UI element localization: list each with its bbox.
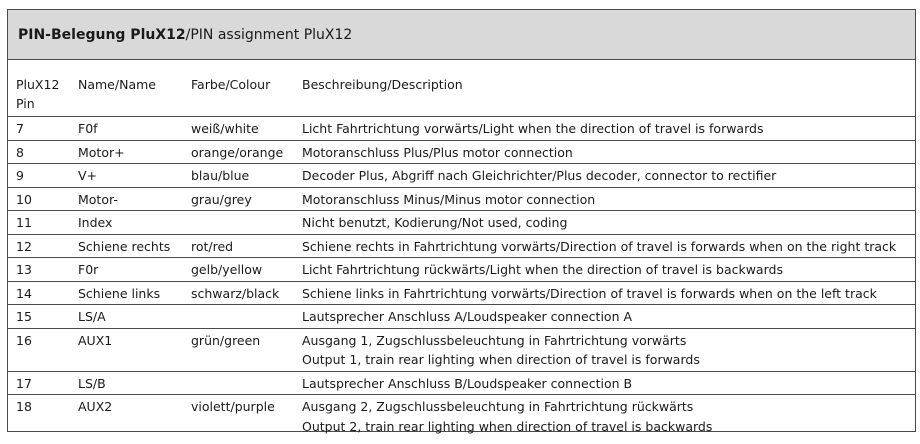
- cell-colour: orange/orange: [191, 144, 284, 160]
- cell-pin: 15: [16, 309, 32, 324]
- table-row: [8, 117, 915, 141]
- cell-colour: grün/green: [191, 332, 261, 348]
- cell-name: Schiene links: [78, 285, 161, 301]
- cell-name: Motor+: [78, 144, 125, 160]
- cell-colour: grau/grey: [191, 191, 252, 207]
- cell-name: Motor-: [78, 191, 118, 207]
- table-row: [8, 281, 915, 305]
- table-row: [8, 140, 915, 164]
- table-title-rest: /PIN assignment PluX12: [185, 26, 353, 43]
- cell-colour: [183, 371, 297, 395]
- column-header-name: Name/Name: [78, 77, 156, 92]
- column-header-colour: Farbe/Colour: [191, 77, 271, 92]
- cell-name: Index: [78, 215, 113, 230]
- cell-description-line: Ausgang 1, Zugschlussbeleuchtung in Fahrtrichtung vorwärts: [302, 332, 687, 348]
- table-row: [8, 305, 915, 329]
- cell-pin: 10: [16, 191, 32, 207]
- cell-name: Schiene rechts: [78, 238, 171, 254]
- cell-name: LS/A: [78, 309, 106, 324]
- cell-pin: 11: [16, 215, 32, 230]
- cell-description: [297, 117, 915, 141]
- cell-description-line: Motoranschluss Plus/Plus motor connection: [302, 144, 573, 160]
- cell-pin: 16: [16, 332, 32, 348]
- cell-name: AUX1: [78, 332, 113, 348]
- cell-pin: 8: [16, 144, 24, 160]
- cell-name: AUX2: [78, 399, 113, 414]
- cell-description-line: Motoranschluss Minus/Minus motor connection: [302, 191, 596, 207]
- cell-description-line: Licht Fahrtrichtung rückwärts/Light when the direction of travel is backwards: [302, 262, 783, 277]
- cell-pin: 7: [16, 121, 24, 136]
- table-row: [8, 211, 915, 235]
- column-header-pin-line2: Pin: [16, 96, 35, 111]
- column-header-pin: [8, 60, 70, 117]
- cell-colour: violett/purple: [191, 399, 275, 414]
- table-title: [8, 10, 915, 60]
- cell-name: F0r: [78, 262, 99, 277]
- cell-colour: [183, 305, 297, 329]
- table-header-row: [8, 60, 915, 117]
- table-row: [8, 395, 915, 438]
- cell-description-line: Nicht benutzt, Kodierung/Not used, coding: [302, 215, 568, 230]
- cell-description: [297, 258, 915, 282]
- cell-description-line: Schiene rechts in Fahrtrichtung vorwärts/Direction of travel is forwards when on the right track: [302, 238, 897, 254]
- cell-name: V+: [78, 168, 98, 183]
- cell-description-line: Output 1, train rear lighting when direction of travel is forwards: [302, 352, 700, 367]
- table-row: [8, 371, 915, 395]
- cell-colour: gelb/yellow: [191, 262, 263, 277]
- cell-description-line: Output 2, train rear lighting when direction of travel is backwards: [302, 418, 713, 434]
- cell-name: F0f: [78, 121, 98, 136]
- cell-description: [297, 211, 915, 235]
- table-title-bold: PIN-Belegung PluX12: [18, 26, 186, 43]
- cell-colour: rot/red: [191, 238, 234, 254]
- table-body: [8, 117, 915, 438]
- cell-description-line: Lautsprecher Anschluss B/Loudspeaker connection B: [302, 375, 633, 391]
- cell-description-line: Licht Fahrtrichtung vorwärts/Light when the direction of travel is forwards: [302, 121, 764, 136]
- cell-name: LS/B: [78, 375, 106, 391]
- cell-pin: 14: [16, 285, 32, 301]
- cell-colour: weiß/white: [191, 121, 259, 136]
- cell-description-line: Decoder Plus, Abgriff nach Gleichrichter/Plus decoder, connector to rectifier: [302, 168, 777, 183]
- column-header-description: Beschreibung/Description: [302, 77, 463, 92]
- cell-colour: blau/blue: [191, 168, 250, 183]
- table-row: [8, 328, 915, 371]
- cell-description: [297, 305, 915, 329]
- cell-description: [297, 234, 915, 258]
- table-row: [8, 187, 915, 211]
- cell-description: [297, 328, 915, 371]
- cell-description: [297, 187, 915, 211]
- table-row: [8, 234, 915, 258]
- cell-description: [297, 395, 915, 438]
- column-header-pin-line1: PluX12: [16, 77, 60, 92]
- cell-description: [297, 140, 915, 164]
- cell-pin: 18: [16, 399, 32, 414]
- pin-assignment-table: [8, 60, 915, 437]
- cell-description-line: Ausgang 2, Zugschlussbeleuchtung in Fahrtrichtung rückwärts: [302, 399, 694, 414]
- pin-assignment-table-frame: [7, 9, 916, 432]
- table-row: [8, 164, 915, 188]
- cell-description: [297, 281, 915, 305]
- cell-colour: [183, 211, 297, 235]
- cell-colour: schwarz/black: [191, 285, 280, 301]
- cell-pin: 9: [16, 168, 24, 183]
- cell-description-line: Schiene links in Fahrtrichtung vorwärts/Direction of travel is forwards when on the left track: [302, 285, 877, 301]
- table-row: [8, 258, 915, 282]
- cell-description: [297, 164, 915, 188]
- cell-description-line: Lautsprecher Anschluss A/Loudspeaker connection A: [302, 309, 633, 324]
- cell-pin: 12: [16, 238, 32, 254]
- cell-pin: 13: [16, 262, 32, 277]
- cell-description: [297, 371, 915, 395]
- cell-pin: 17: [16, 375, 32, 391]
